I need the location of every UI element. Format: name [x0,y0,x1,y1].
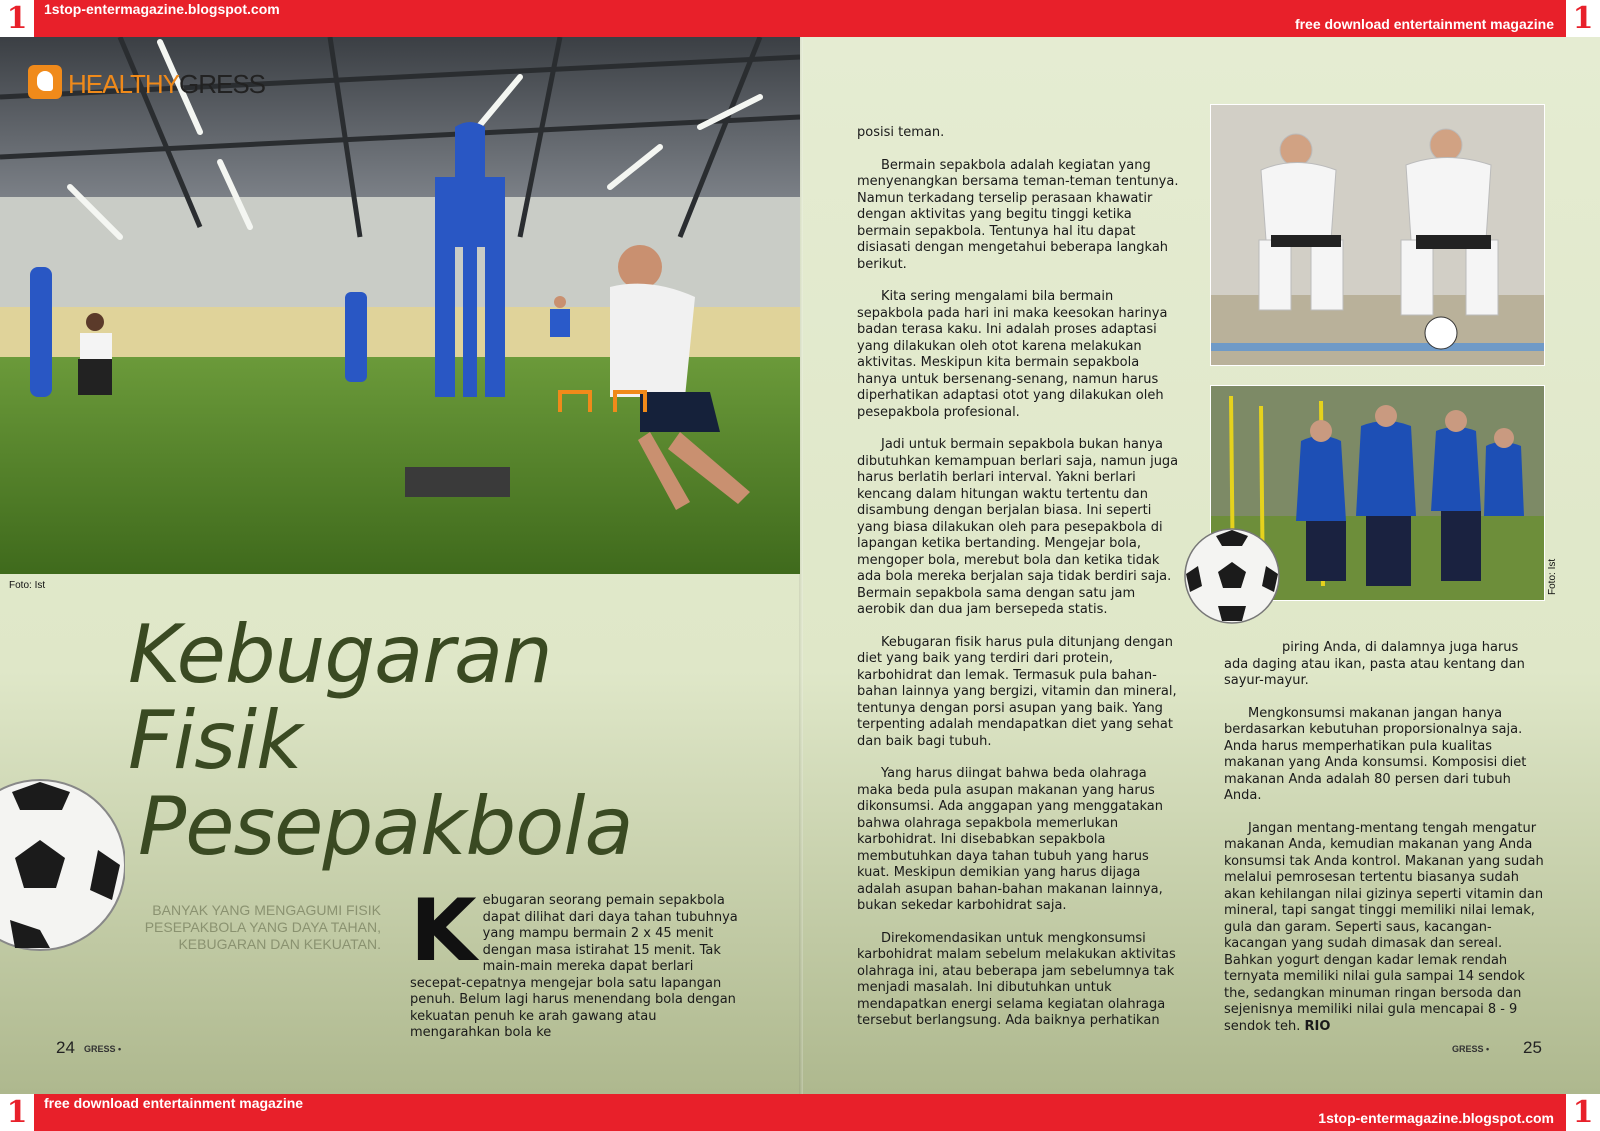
article-column-1 [410,881,740,1042]
article-title: Kebugaran Fisik Pesepakbola [128,608,633,873]
paragraph: Kita sering mengalami bila bermain sepakbola pada hari ini maka keesokan harinya badan terasa kaku. Ini adalah proses adaptasi yang dilakukan oleh otot karena melakukan aktivitas. Meskipun kita bermain sepakbola hanya untuk bersenang-senang, namun harus diperhatikan adaptasi otot yang dilakukan oleh pesepakbola profesional. [857,289,1168,420]
top-banner [0,0,1600,37]
paragraph: Kebugaran fisik harus pula ditunjang dengan diet yang baik yang terdiri dari protein, karbohidrat dan lemak. Termasuk pula bahan-bahan lainnya yang bergizi, vitamin dan mineral, tentunya dengan porsi asupan yang baik. Yang terpenting adalah mendapatkan diet yang sehat dan baik bagi tubuh. [857,634,1177,749]
article-column-3 [1224,640,1544,1051]
banner-tagline-bottom: free download entertainment magazine [44,1095,304,1111]
soccer-ball-icon-right [1182,526,1282,626]
paragraph: Jadi untuk bermain sepakbola bukan hanya dibutuhkan kemampuan berlari saja, namun juga harus berlatih berlari interval. Yakni berlari kencang dalam hitungan waktu tertentu dan disambung dengan berjalan biasa. Ini seperti yang biasa dilakukan oleh para pesepakbola di lapangan ketika bertanding. Mengejar bola, mengoper bola, merebut bola dan ketika tidak ada bola mereka berjalan saja tidak berdiri saja. Bermain sepakbola sama dengan satu jam aerobik dan dua jam bersepeda statis. [857,437,1179,617]
drop-cap: K [410,881,477,981]
site-logo-icon[interactable]: 1 [0,0,34,37]
site-url-link[interactable]: 1stop-entermagazine.blogspot.com [44,1,280,17]
bottom-banner [0,1094,1600,1131]
section-brand: HEALTHYGRESS [68,69,266,99]
photo-credit-left: Foto: Ist [9,580,46,591]
paragraph: Yang harus diingat bahwa beda olahraga maka beda pula asupan makanan yang harus dikonsumsi. Ada anggapan yang menggatakan bahwa olahraga sepakbola memerlukan karbohidrat. Ini disebabkan sepakbola membutuhkan daya tahan tubuh yang harus kuat. Meskipun demikian yang harus dijaga adalah asupan bahan-bahan makanan lainnya, bukan sekedar karbohidrat saja. [857,766,1163,913]
folio-right: GRESS • [1452,1044,1490,1054]
soccer-ball-icon [0,770,125,960]
paragraph: Jangan mentang-mentang tengah mengatur makanan Anda, kemudian makanan yang Anda konsumsi tak Anda kontrol. Makanan yang sudah melalui pemrosesan tertentu biasanya sudah akan kehilangan nilai gizinya seperti vitamin dan mineral, tapi sangat tinggi memiliki nilai lemak, gula dan garam. Seperti saus, kacangan-kacangan yang sudah dimasak dan sereal. Bahkan yogurt dengan kadar lemak rendah ternyata memiliki nilai gula sampai 14 sendok the, sedangkan minuman ringan bersoda dan sejenisnya memiliki nilai gula mencapai 8 - 9 sendok teh. RIO [1224,820,1544,1034]
article-column-2 [857,125,1179,1046]
photo-credit-right: Foto: Ist [1547,558,1558,595]
site-logo-icon-bottom[interactable]: 1 [0,1094,34,1131]
site-url-link-bottom[interactable]: 1stop-entermagazine.blogspot.com [1318,1110,1554,1126]
author-signoff: RIO [1304,1018,1331,1034]
paragraph: piring Anda, di dalamnya juga harus ada daging atau ikan, pasta atau kentang dan sayur-mayur. [1224,640,1525,688]
hero-photo [0,37,800,574]
paragraph: Direkomendasikan untuk mengkonsumsi karbohidrat malam sebelum melakukan aktivitas olahraga ini, atau beberapa jam sebelumnya tak menjadi masalah. Ini dibutuhkan untuk mendapatkan energi selama kegiatan olahraga tersebut berlangsung. Ada baiknya perhatikan [857,930,1176,1028]
site-logo-icon-bottom-right[interactable]: 1 [1566,1094,1600,1131]
folio-left: GRESS • [84,1044,122,1054]
paragraph: Bermain sepakbola adalah kegiatan yang menyenangkan bersama teman-teman tentunya. Namun terkadang terselip perasaan khawatir dengan aktivitas yang begitu tinggi ketika bermain sepakbola. Tentunya hal itu dapat disiasati dengan mengetahui beberapa langkah berikut. [857,157,1179,272]
paragraph: posisi teman. [857,125,945,140]
photo-germany-training [1210,104,1545,366]
paragraph: Mengkonsumsi makanan jangan hanya berdasarkan kebutuhan proporsionalnya saja. Anda harus memperhatikan pula kualitas makanan yang Anda konsumsi. Komposisi diet makanan Anda adalah 80 persen dari tubuh Anda. [1224,705,1527,803]
healthy-head-icon [28,65,62,99]
banner-tagline: free download entertainment magazine [1294,16,1554,32]
article-lead: BANYAK YANG MENGAGUMI FISIK PESEPAKBOLA YANG DAYA TAHAN, KEBUGARAN DAN KEKUATAN. [144,902,381,952]
page-number-right: 25 [1523,1038,1542,1057]
site-logo-icon-right[interactable]: 1 [1566,0,1600,37]
page-number-left: 24 [56,1038,75,1057]
intro-paragraph: ebugaran seorang pemain sepakbola dapat dilihat dari daya tahan tubuhnya yang mampu bermain 2 x 45 menit dengan masa istirahat 15 menit. Tak main-main mereka dapat berlari secepat-cepatnya mengejar bola satu lapangan penuh. Belum lagi harus menendang bola dengan kekuatan penuh ke arah gawang atau mengarahkan bola ke [410,893,738,1040]
